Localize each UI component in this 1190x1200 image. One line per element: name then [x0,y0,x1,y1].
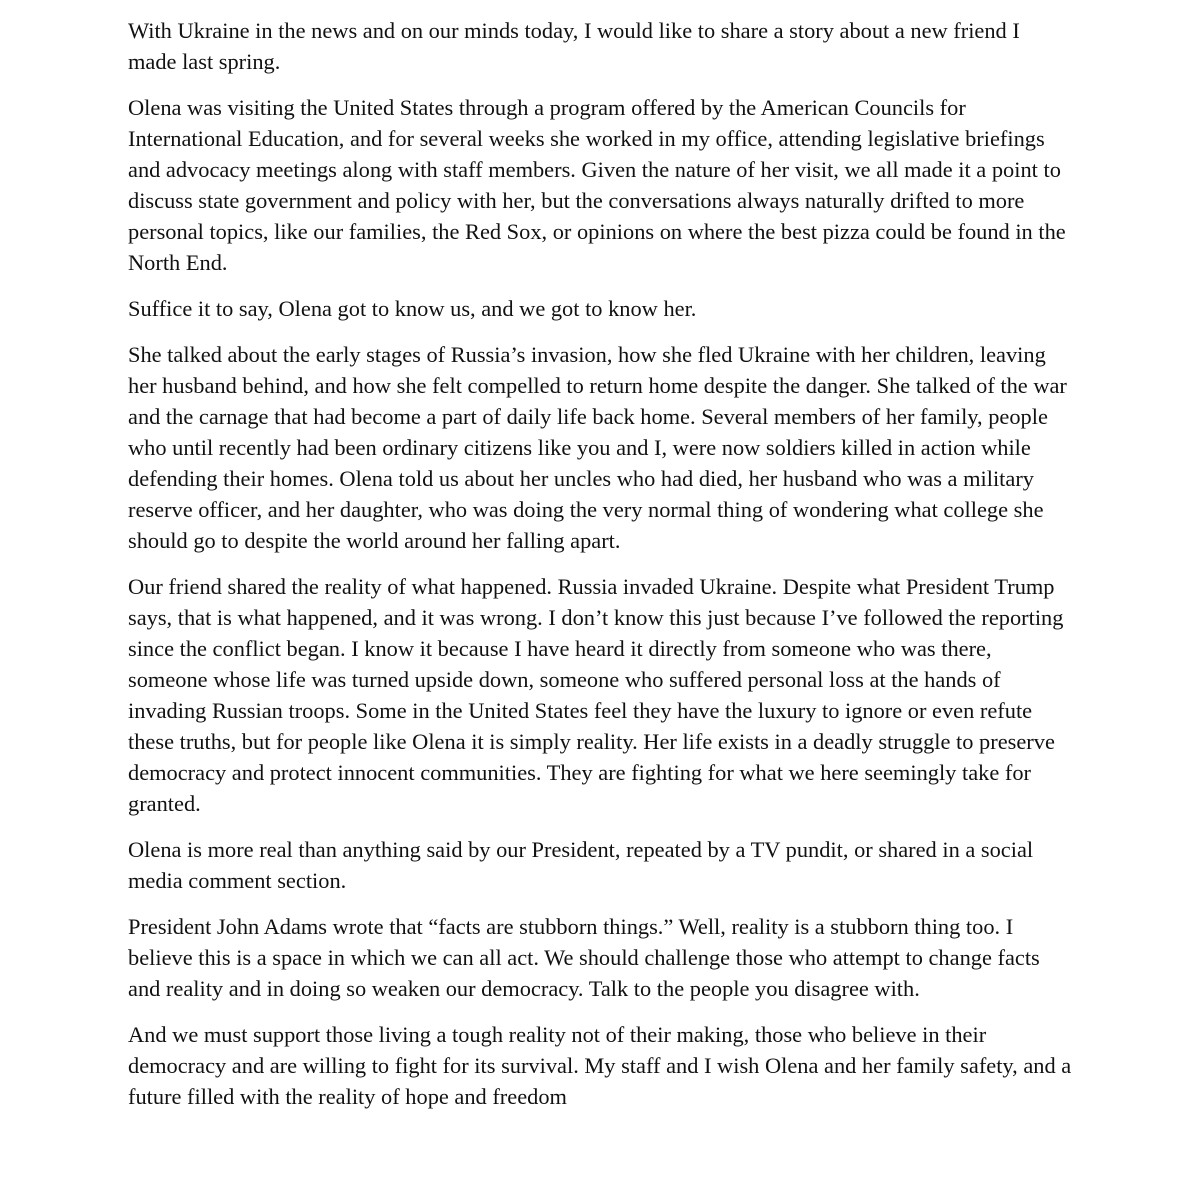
paragraph-reality: Our friend shared the reality of what happened. Russia invaded Ukraine. Despite what President Trump says, that is what happened, and it was wrong. I don’t know this just because I’ve followed the reporting since the conflict began. I know it because I have heard it directly from someone who was there, someone whose life was turned upside down, someone who suffered personal loss at the hands of invading Russian troops. Some in the United States feel they have the luxury to ignore or even refute these truths, but for people like Olena it is simply reality. Her life exists in a deadly struggle to preserve democracy and protect innocent communities. They are fighting for what we here seemingly take for granted. [128,574,1064,816]
paragraph-know-her: Suffice it to say, Olena got to know us, and we got to know her. [128,296,697,321]
paragraph-john-adams: President John Adams wrote that “facts are stubborn things.” Well, reality is a stubborn thing too. I believe this is a space in which we can all act. We should challenge those who attempt to change facts and reality and in doing so weaken our democracy. Talk to the people you disagree with. [128,914,1040,1001]
paragraph-olena-visit: Olena was visiting the United States through a program offered by the American Councils for International Education, and for several weeks she worked in my office, attending legislative briefings and advocacy meetings along with staff members. Given the nature of her visit, we all made it a point to discuss state government and policy with her, but the conversations always naturally drifted to more personal topics, like our families, the Red Sox, or opinions on where the best pizza could be found in the North End. [128,95,1066,275]
paragraph-more-real: Olena is more real than anything said by our President, repeated by a TV pundit, or shared in a social media comment section. [128,837,1034,893]
paragraph-intro: With Ukraine in the news and on our minds today, I would like to share a story about a new friend I made last spring. [128,18,1020,74]
document-body [128,15,1073,1127]
paragraph-invasion-story: She talked about the early stages of Russia’s invasion, how she fled Ukraine with her children, leaving her husband behind, and how she felt compelled to return home despite the danger. She talked of the war and the carnage that had become a part of daily life back home. Several members of her family, people who until recently had been ordinary citizens like you and I, were now soldiers killed in action while defending their homes. Olena told us about her uncles who had died, her husband who was a military reserve officer, and her daughter, who was doing the very normal thing of wondering what college she should go to despite the world around her falling apart. [128,342,1067,553]
paragraph-conclusion: And we must support those living a tough reality not of their making, those who believe in their democracy and are willing to fight for its survival. My staff and I wish Olena and her family safety, and a future filled with the reality of hope and freedom [128,1022,1072,1109]
